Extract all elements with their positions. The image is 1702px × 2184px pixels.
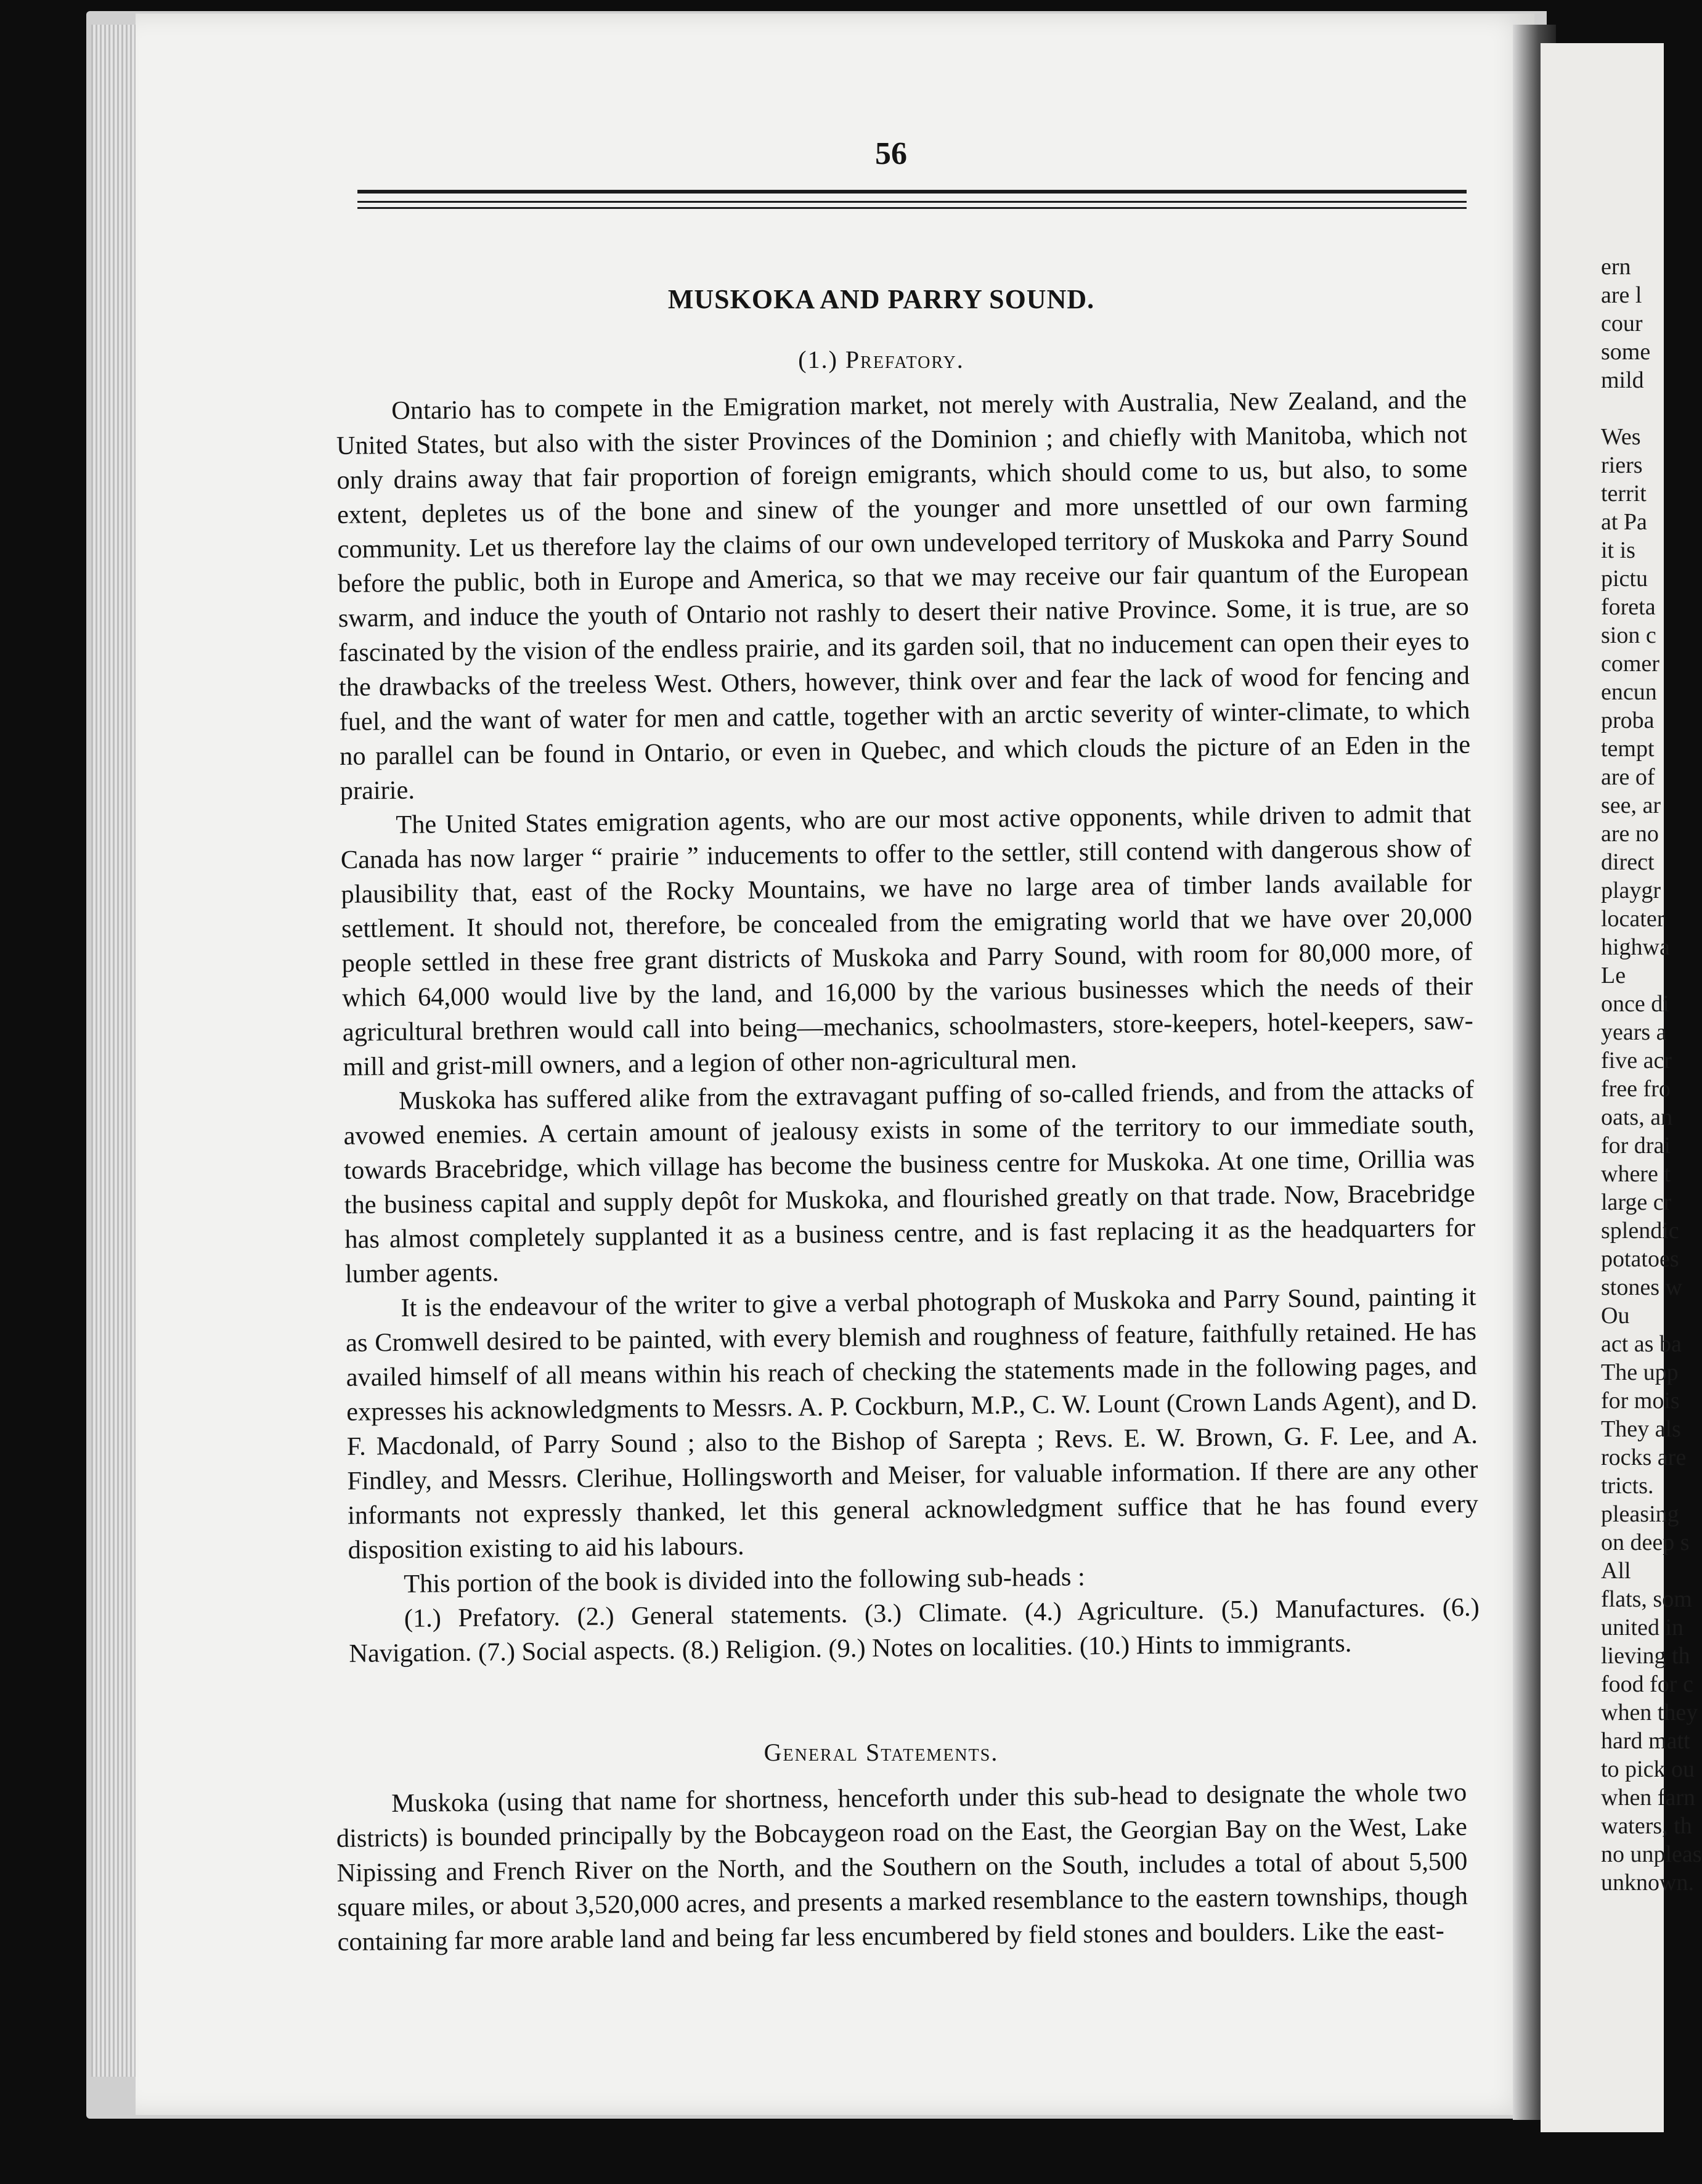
- fragment-line: are no: [1601, 821, 1659, 847]
- fragment-line: to pick ou: [1601, 1756, 1695, 1782]
- paragraph: It is the endeavour of the writer to give a verbal photograph of Muskoka and Parry Sound, painting it as Cromwell desired to be painted, with every blemish and roughness of feature, faithfully retained. He has availed himself of all means within his reach of checking the statements made in the following pages, and expresses his acknowledgments to Messrs. A. P. Cockburn, M.P., C. W. Lount (Crown Lands Agent), and D. F. Macdonald, of Parry Sound ; also to the Bishop of Sarepta ; Revs. E. W. Brown, G. F. Lee, and A. Findley, and Messrs. Clerihue, Hollingsworth and Meiser, for valuable information. If there are any other informants not expressly thanked, let this general acknowledgment suffice that he has found every disposition existing to aid his labours.: [345, 1282, 1479, 1565]
- fragment-line: oats, an: [1601, 1104, 1673, 1130]
- fragment-line: for mois: [1601, 1388, 1680, 1414]
- paragraph: Muskoka (using that name for shortness, henceforth under this sub-head to designate the whole two districts) is bounded principally by the Bobcaygeon road on the East, the Georgian Bay on the West, Lake Nipissing and French River on the North, and the Southern on the South, includes a total of about 5,500 square miles, or about 3,520,000 acres, and presents a marked resemblance to the eastern townships, though containing far more arable land and being far less encumbered by field stones and boulders. Like the east-: [336, 1777, 1468, 1957]
- fragment-line: territ: [1601, 481, 1647, 507]
- fragment-line: pictu: [1601, 566, 1648, 592]
- fragment-line: are l: [1601, 282, 1642, 308]
- paragraph: This portion of the book is divided into the following sub-heads :: [403, 1562, 1085, 1599]
- fragment-line: All: [1601, 1558, 1631, 1584]
- fragment-line: are of: [1601, 764, 1655, 790]
- fragment-line: Ou: [1601, 1303, 1630, 1329]
- facing-page-text: [1601, 253, 1702, 1897]
- fragment-line: waters, th: [1601, 1813, 1692, 1839]
- rule-line: [357, 201, 1467, 203]
- fragment-line: large cr: [1601, 1189, 1672, 1215]
- fragment-line: when farn: [1601, 1785, 1695, 1811]
- fragment-line: five acr: [1601, 1048, 1672, 1074]
- fragment-line: tempt: [1601, 736, 1655, 762]
- fragment-line: lieving th: [1601, 1643, 1690, 1669]
- fragment-line: no unpleas: [1601, 1841, 1702, 1867]
- fragment-line: see, ar: [1601, 793, 1661, 818]
- fragment-line: at Pa: [1601, 509, 1647, 535]
- fragment-line: proba: [1601, 707, 1655, 733]
- fragment-line: it is: [1601, 537, 1635, 563]
- paragraph: Muskoka has suffered alike from the extravagant puffing of so-called friends, and from the attacks of avowed enemies. A certain amount of jealousy exists in some of the territory to our immediate south, towards Bracebridge, which village has become the business centre for Muskoka. At one time, Orillia was the business capital and supply depôt for Muskoka, and flourished greatly on that trade. Now, Bracebridge has almost completely supplanted it as a business centre, and is fast replacing it as the headquarters for lumber agents.: [343, 1075, 1476, 1289]
- fragment-line: ern: [1601, 254, 1631, 280]
- fragment-line: They als: [1601, 1416, 1681, 1442]
- prefatory-text: [336, 383, 1480, 1671]
- paragraph: The United States emigration agents, who are our most active opponents, while driven to admit that Canada has now larger “ prairie ” inducements to offer to the settler, still contend with dangerous show of plausibility that, east of the Rocky Mountains, we have no large area of timber lands available for settlement. It should not, therefore, be concealed from the emigrating world that we have over 20,000 people settled in these free grant districts of Muskoka and Parry Sound, with room for 80,000 more, of which 64,000 would live by the land, and 16,000 by the various businesses which the needs of their agricultural brethren would call into being—mechanics, schoolmasters, store-keepers, hotel-keepers, saw-mill and grist-mill owners, and a legion of other non-agricultural men.: [340, 799, 1473, 1082]
- subheads-list: (1.) Prefatory. (2.) General statements. (3.) Climate. (4.) Agriculture. (5.) Manufactures. (6.) Navigation. (7.) Social aspects. (8.) Religion. (9.) Notes on localities. (10.) Hints to immigrants.: [349, 1592, 1480, 1668]
- header-rule: [357, 185, 1467, 212]
- page-number: 56: [875, 136, 907, 171]
- fragment-line: act as ba: [1601, 1331, 1682, 1357]
- fragment-line: sion c: [1601, 622, 1656, 648]
- fragment-line: rocks are: [1601, 1444, 1687, 1470]
- fragment-line: when they: [1601, 1700, 1698, 1726]
- rule-line: [357, 207, 1467, 209]
- fragment-line: for drai: [1601, 1133, 1671, 1159]
- fragment-line: years a: [1601, 1019, 1667, 1045]
- fragment-line: some: [1601, 339, 1651, 365]
- fragment-line: highwa: [1601, 934, 1670, 960]
- fragment-line: where t: [1601, 1161, 1671, 1187]
- fragment-line: flats, som: [1601, 1586, 1692, 1612]
- general-statements-heading: General Statements.: [763, 1738, 999, 1766]
- fragment-line: free fro: [1601, 1076, 1671, 1102]
- fragment-line: playgr: [1601, 878, 1661, 903]
- fragment-line: stones w: [1601, 1274, 1682, 1300]
- fragment-line: locater: [1601, 906, 1665, 932]
- general-statements-text: [336, 1775, 1468, 1960]
- fragment-line: potatoes: [1601, 1246, 1679, 1272]
- fragment-line: united in: [1601, 1615, 1684, 1640]
- fragment-line: once di: [1601, 991, 1669, 1017]
- fragment-line: riers: [1601, 452, 1643, 478]
- fragment-line: mild: [1601, 367, 1644, 393]
- fragment-line: pleasing: [1601, 1501, 1679, 1527]
- fragment-line: tricts.: [1601, 1473, 1654, 1499]
- fragment-line: cour: [1601, 311, 1643, 336]
- fragment-line: Le: [1601, 963, 1626, 988]
- fragment-line: The upp: [1601, 1359, 1679, 1385]
- fragment-line: direct: [1601, 849, 1655, 875]
- rule-line: [357, 190, 1467, 194]
- fragment-line: foreta: [1601, 594, 1656, 620]
- fragment-line: encun: [1601, 679, 1657, 705]
- section-title: MUSKOKA AND PARRY SOUND.: [667, 284, 1095, 314]
- fragment-line: Wes: [1601, 424, 1641, 450]
- fragment-line: on deep s: [1601, 1530, 1690, 1555]
- prefatory-heading: (1.) Prefatory.: [798, 346, 964, 373]
- fragment-line: hard matt: [1601, 1728, 1690, 1754]
- paragraph: Ontario has to compete in the Emigration market, not merely with Australia, New Zealand, and the United States, but also with the sister Provinces of the Dominion ; and chiefly with Manitoba, which not only drains away that fair proportion of foreign emigrants, which should come to us, but also, to some extent, depletes us of the bone and sinew of the younger and more unsettled of our own farming community. Let us therefore lay the claims of our own undeveloped territory of Muskoka and Parry Sound before the public, both in Europe and America, so that we may receive our fair quantum of the European swarm, and induce the youth of Ontario not rashly to desert their native Province. Some, it is true, are so fascinated by the vision of the endless prairie, and its garden soil, that no inducement can open their eyes to the drawbacks of the treeless West. Others, however, think over and fear the lack of wood for fencing and fuel, and the want of water for men and cattle, together with an arctic severity of winter-climate, to which no parallel can be found in Ontario, or even in Quebec, and which clouds the picture of an Eden in the prairie.: [336, 385, 1471, 805]
- fragment-line: [1601, 394, 1669, 423]
- fragment-line: comer: [1601, 651, 1659, 677]
- fragment-line: splendic: [1601, 1218, 1679, 1244]
- fragment-line: food for c: [1601, 1671, 1693, 1697]
- fragment-line: unknown.: [1601, 1870, 1694, 1896]
